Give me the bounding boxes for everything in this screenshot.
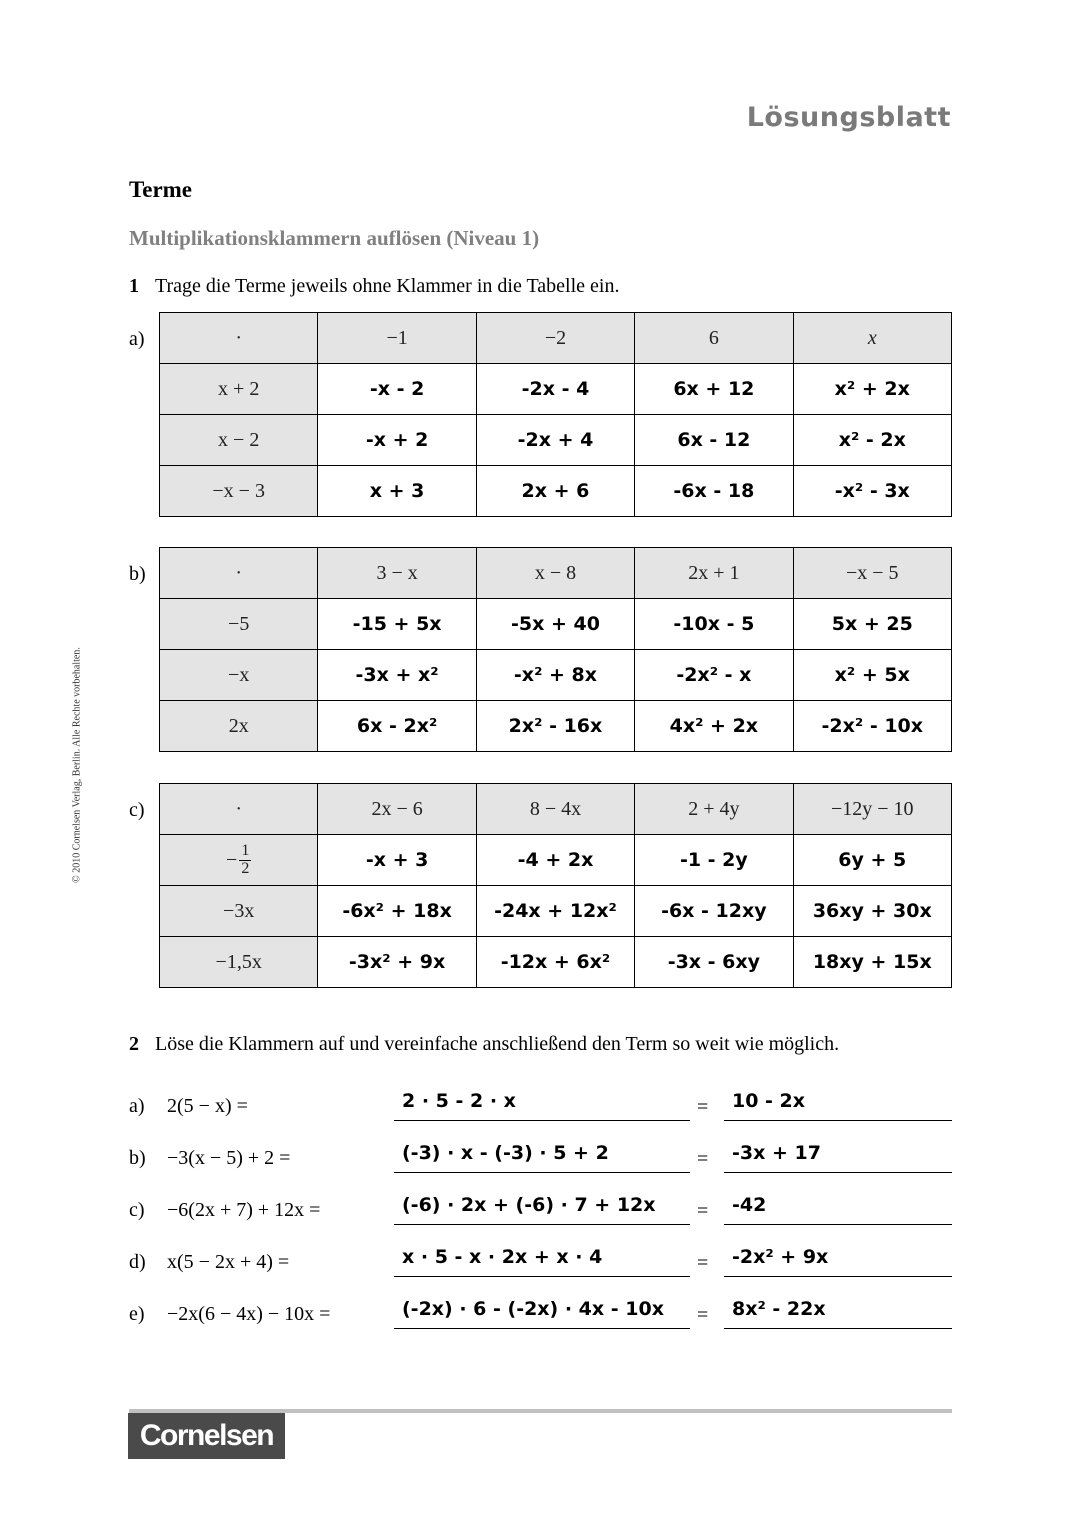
task-1-heading [129,275,619,298]
exercise-expression: x(5 − 2x + 4) = [167,1251,290,1273]
exercise-label: b) [129,1147,146,1169]
row-factor-cell: x + 2 [160,364,318,415]
table-row [160,599,952,650]
header-cell: −2 [476,313,634,364]
header-cell: · [160,784,318,835]
exercise-expression: −3(x − 5) + 2 = [167,1147,291,1169]
table-row [160,937,952,988]
result-value: -2x² + 9x [732,1246,829,1268]
table-row [160,886,952,937]
row-factor-cell: x − 2 [160,415,318,466]
answer-cell: 6x - 2x² [318,701,476,752]
answer-cell: 5x + 25 [793,599,951,650]
equals-sign: = [697,1252,709,1274]
answer-cell: 36xy + 30x [793,886,951,937]
answer-cell: -2x - 4 [476,364,634,415]
answer-cell: x + 3 [318,466,476,517]
equals-sign: = [697,1304,709,1326]
copyright-notice: © 2010 Cornelsen Verlag, Berlin. Alle Rechte vorbehalten. [71,647,83,883]
answer-cell: -6x - 12xy [635,886,793,937]
row-factor-cell: 2x [160,701,318,752]
answer-cell: -x - 2 [318,364,476,415]
exercise-label: c) [129,1199,145,1221]
equals-sign: = [697,1096,709,1118]
page-subtitle: Multiplikationsklammern auflösen (Niveau 1) [129,226,540,250]
header-cell: · [160,313,318,364]
answer-cell: -2x² - x [635,650,793,701]
answer-cell: 2x² - 16x [476,701,634,752]
equals-sign: = [697,1200,709,1222]
answer-cell: 6x - 12 [635,415,793,466]
work-line [394,1142,690,1173]
table-a-label: a) [129,328,145,350]
result-value: -42 [732,1194,767,1216]
multiplication-table-c [159,783,952,988]
header-cell: −1 [318,313,476,364]
header-cell: 3 − x [318,548,476,599]
task-number: 2 [129,1033,139,1055]
work-line [394,1194,690,1225]
answer-cell: 4x² + 2x [635,701,793,752]
exercise-label: e) [129,1303,145,1325]
row-factor-cell: −3x [160,886,318,937]
result-line [724,1298,952,1329]
answer-cell: -4 + 2x [476,835,634,886]
header-cell: x [793,313,951,364]
answer-cell: -2x² - 10x [793,701,951,752]
answer-cell: -6x - 18 [635,466,793,517]
header-cell: · [160,548,318,599]
page-header-label: Lösungsblatt [746,102,951,133]
answer-cell: x² + 5x [793,650,951,701]
answer-cell: 6x + 12 [635,364,793,415]
header-cell: 6 [635,313,793,364]
table-c-label: c) [129,799,145,821]
table-row [160,364,952,415]
task-instruction: Trage die Terme jeweils ohne Klammer in die Tabelle ein. [155,275,620,297]
row-factor-cell: −x − 3 [160,466,318,517]
work-line [394,1298,690,1329]
work-line [394,1090,690,1121]
multiplication-table-b [159,547,952,752]
table-row [160,466,952,517]
header-cell: 2x − 6 [318,784,476,835]
table-header-row [160,313,952,364]
answer-cell: -12x + 6x² [476,937,634,988]
table-row [160,650,952,701]
table-header-row [160,548,952,599]
header-cell: 2x + 1 [635,548,793,599]
multiplication-table-a [159,312,952,517]
work-steps: (-2x) · 6 - (-2x) · 4x - 10x [402,1298,664,1320]
table-row [160,701,952,752]
row-factor-cell [160,835,318,886]
answer-cell: -x + 2 [318,415,476,466]
row-factor-cell: −1,5x [160,937,318,988]
equals-sign: = [697,1148,709,1170]
work-steps: 2 · 5 - 2 · x [402,1090,516,1112]
answer-cell: 18xy + 15x [793,937,951,988]
answer-cell: -x² + 8x [476,650,634,701]
answer-cell: -3x + x² [318,650,476,701]
fraction [239,843,251,878]
answer-cell: -6x² + 18x [318,886,476,937]
work-line [394,1246,690,1277]
header-cell: −x − 5 [793,548,951,599]
exercise-expression: −6(2x + 7) + 12x = [167,1199,321,1221]
answer-cell: -2x + 4 [476,415,634,466]
result-value: -3x + 17 [732,1142,821,1164]
answer-cell: x² - 2x [793,415,951,466]
answer-cell: -5x + 40 [476,599,634,650]
result-value: 10 - 2x [732,1090,806,1112]
work-steps: x · 5 - x · 2x + x · 4 [402,1246,603,1268]
task-instruction: Löse die Klammern auf und vereinfache anschließend den Term so weit wie möglich. [155,1033,840,1055]
fraction-numerator: 1 [241,841,250,859]
header-cell: 2 + 4y [635,784,793,835]
fraction-denominator: 2 [241,859,250,877]
answer-cell: -3x - 6xy [635,937,793,988]
fraction-sign: − [226,848,238,871]
result-line [724,1090,952,1121]
answer-cell: x² + 2x [793,364,951,415]
task-2-heading [129,1033,839,1056]
exercise-label: a) [129,1095,145,1117]
answer-cell: -10x - 5 [635,599,793,650]
work-steps: (-3) · x - (-3) · 5 + 2 [402,1142,609,1164]
answer-cell: -15 + 5x [318,599,476,650]
row-factor-cell: −x [160,650,318,701]
result-value: 8x² - 22x [732,1298,826,1320]
header-cell: x − 8 [476,548,634,599]
header-cell: −12y − 10 [793,784,951,835]
row-factor-cell: −5 [160,599,318,650]
exercise-label: d) [129,1251,146,1273]
work-steps: (-6) · 2x + (-6) · 7 + 12x [402,1194,656,1216]
answer-cell: -3x² + 9x [318,937,476,988]
answer-cell: -x² - 3x [793,466,951,517]
table-header-row [160,784,952,835]
table-row [160,835,952,886]
table-row [160,415,952,466]
table-b-label: b) [129,563,146,585]
result-line [724,1194,952,1225]
page-title: Terme [129,177,193,202]
header-cell: 8 − 4x [476,784,634,835]
task-number: 1 [129,275,139,297]
answer-cell: -1 - 2y [635,835,793,886]
result-line [724,1246,952,1277]
answer-cell: -24x + 12x² [476,886,634,937]
answer-cell: 6y + 5 [793,835,951,886]
result-line [724,1142,952,1173]
exercise-expression: −2x(6 − 4x) − 10x = [167,1303,331,1325]
answer-cell: -x + 3 [318,835,476,886]
publisher-logo: Cornelsen [128,1413,285,1459]
exercise-expression: 2(5 − x) = [167,1095,248,1117]
answer-cell: 2x + 6 [476,466,634,517]
